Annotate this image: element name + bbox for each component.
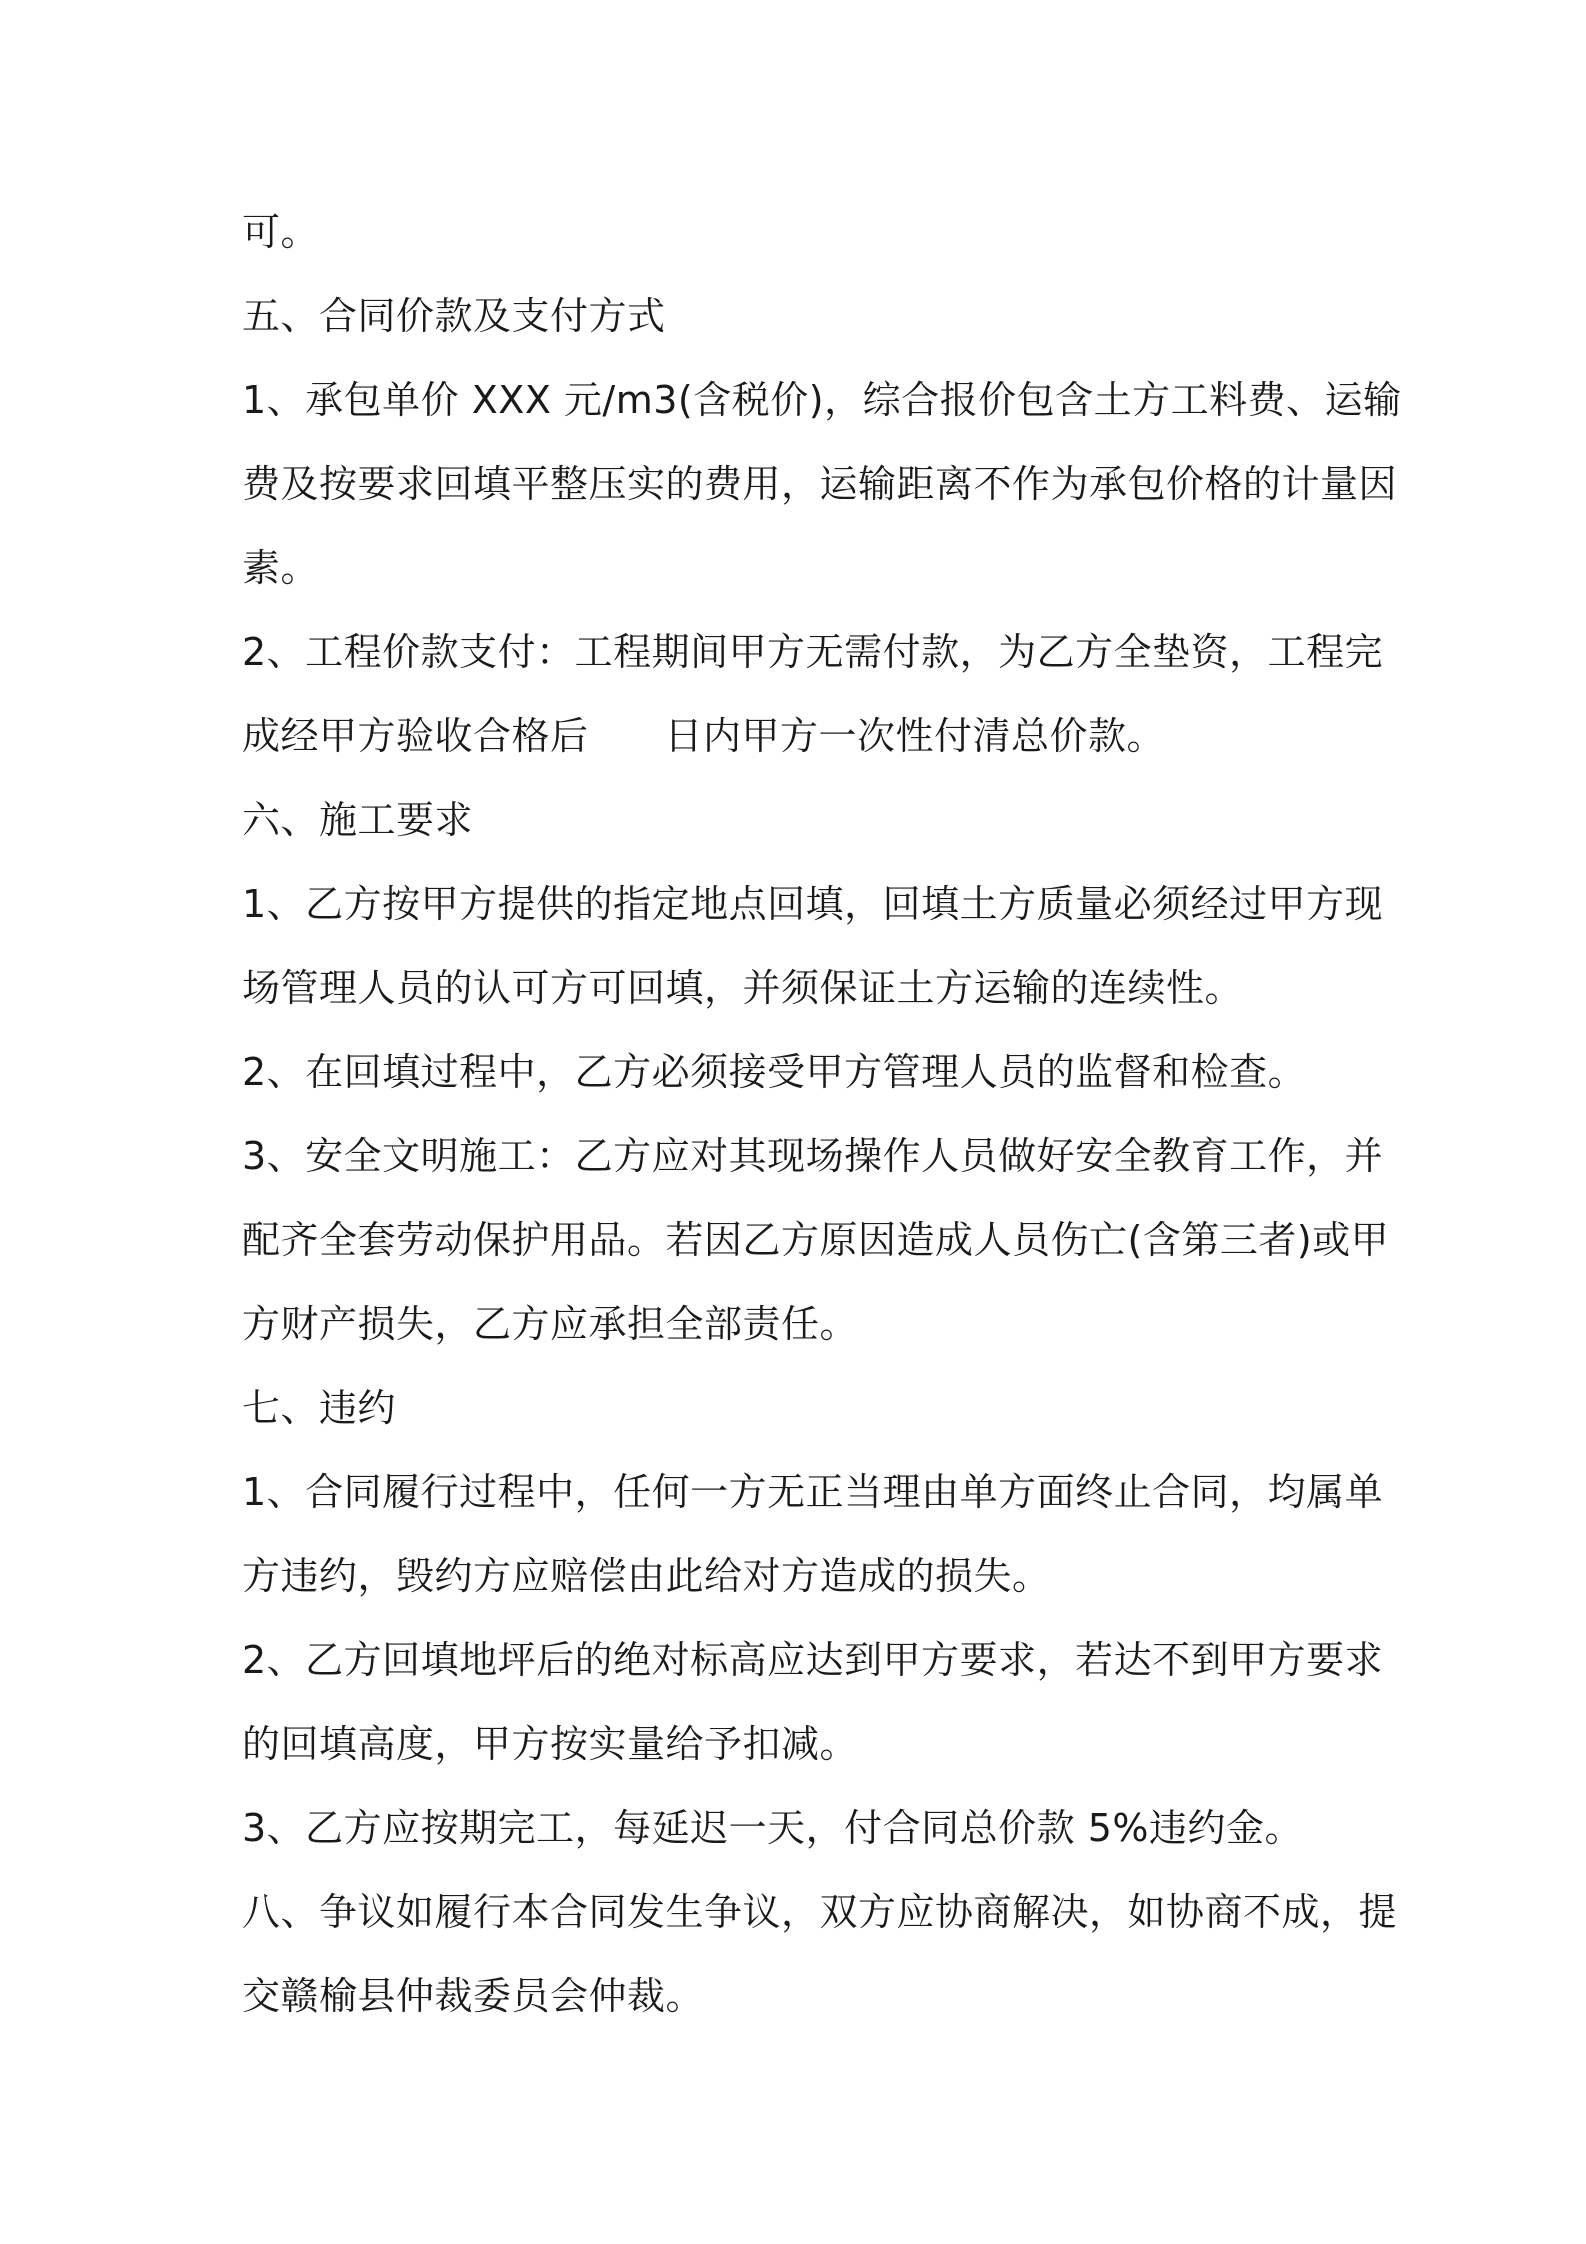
section-heading-construction: 六、施工要求 [242,798,474,842]
text-line-payment-days [242,694,1362,778]
text-line-22: 交赣榆县仲裁委员会仲裁。 [242,1974,705,2018]
text-line-9: 1、乙方按甲方提供的指定地点回填，回填土方质量必须经过甲方现 [242,882,1384,926]
payment-after-gap: 日内甲方一次性付清总价款。 [664,714,1166,758]
text-line-20: 3、乙方应按期完工，每延迟一天，付合同总价款 5%违约金。 [242,1806,1304,1850]
text-line-11: 2、在回填过程中，乙方必须接受甲方管理人员的监督和检查。 [242,1050,1307,1094]
text-line-5: 素。 [242,546,320,590]
text-line-13: 配齐全套劳动保护用品。若因乙方原因造成人员伤亡(含第三者)或甲 [242,1218,1390,1262]
text-line-6: 2、工程价款支付：工程期间甲方无需付款，为乙方全垫资，工程完 [242,630,1384,674]
text-line-3: 1、承包单价 XXX 元/m3(含税价)，综合报价包含土方工料费、运输 [242,378,1402,422]
section-heading-price-payment: 五、合同价款及支付方式 [242,294,666,338]
section-heading-dispute: 八、争议如履行本合同发生争议，双方应协商解决，如协商不成，提 [242,1890,1398,1934]
payment-before-gap: 成经甲方验收合格后 [242,714,589,758]
text-line-16: 1、合同履行过程中，任何一方无正当理由单方面终止合同，均属单 [242,1470,1384,1514]
text-line-19: 的回填高度，甲方按实量给予扣减。 [242,1722,859,1766]
text-line-14: 方财产损失，乙方应承担全部责任。 [242,1302,859,1346]
text-line-1: 可。 [242,210,320,254]
text-line-17: 方违约，毁约方应赔偿由此给对方造成的损失。 [242,1554,1051,1598]
section-heading-breach: 七、违约 [242,1386,397,1430]
text-line-18: 2、乙方回填地坪后的绝对标高应达到甲方要求，若达不到甲方要求 [242,1638,1384,1682]
text-line-12: 3、安全文明施工：乙方应对其现场操作人员做好安全教育工作，并 [242,1134,1384,1178]
contract-text [242,190,1402,2038]
text-line-4: 费及按要求回填平整压实的费用，运输距离不作为承包价格的计量因 [242,462,1398,506]
text-line-10: 场管理人员的认可方可回填，并须保证土方运输的连续性。 [242,966,1244,1010]
